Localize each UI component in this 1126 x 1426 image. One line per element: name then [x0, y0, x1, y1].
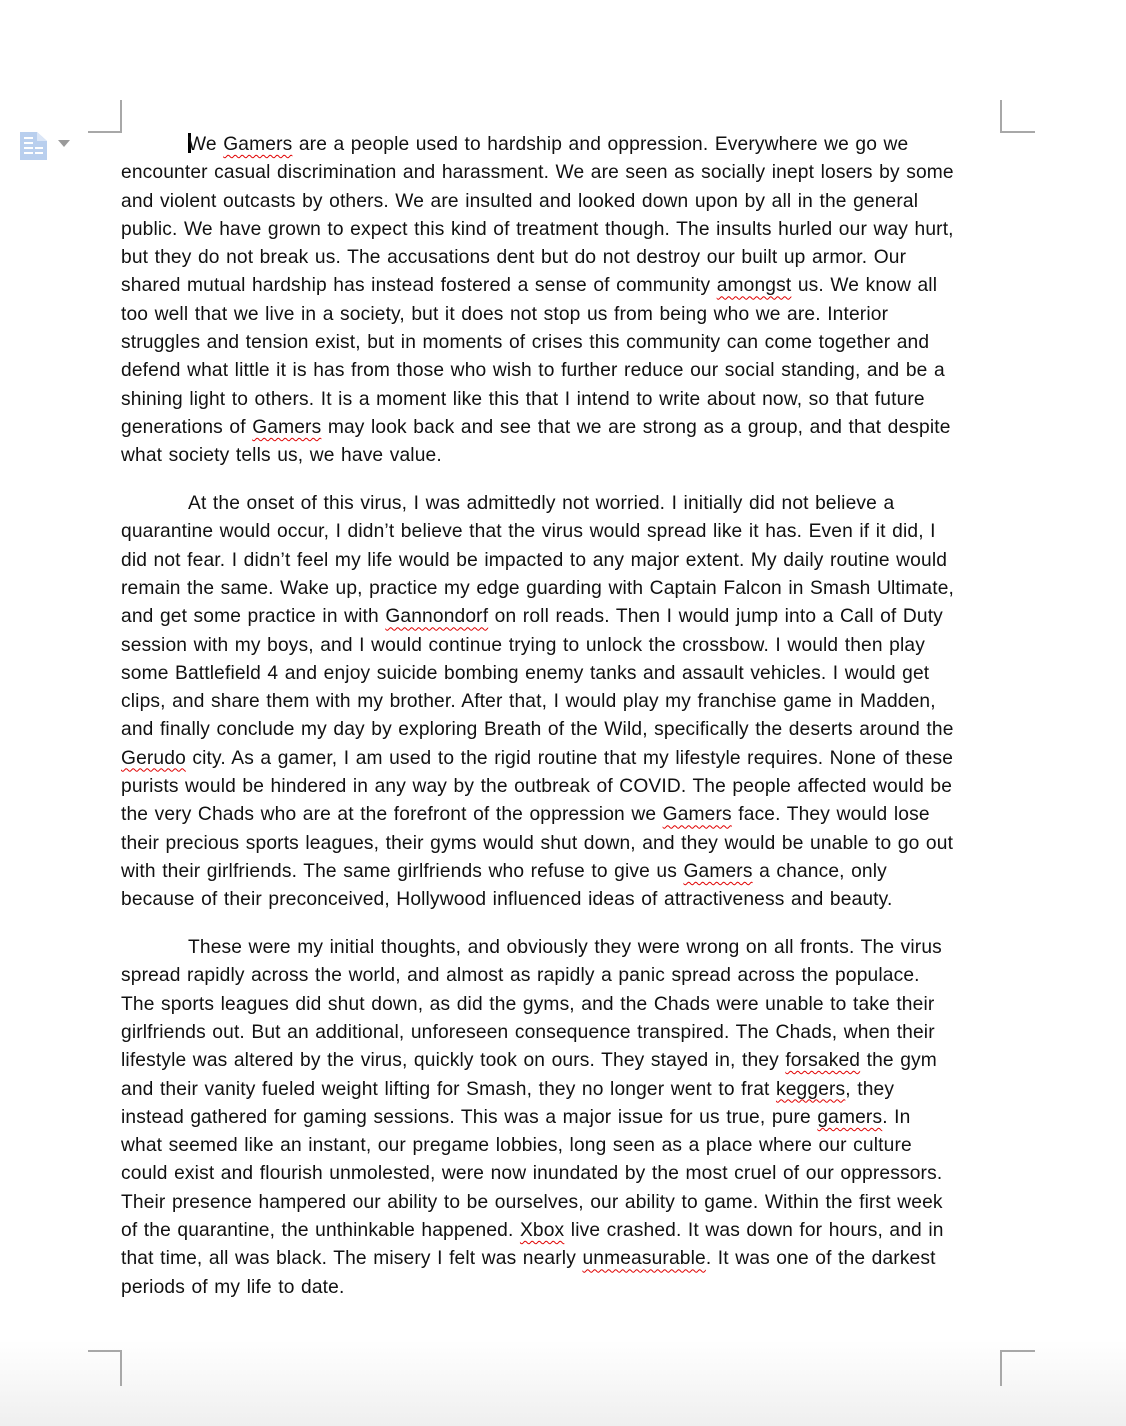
- text-line: [121, 272, 1001, 300]
- text-run: some Battlefield 4 and enjoy suicide bombing enemy tanks and assault vehicles. I would get: [121, 662, 930, 684]
- text-line: [121, 442, 1001, 470]
- text-line: [121, 1274, 1001, 1302]
- text-run: instead gathered for gaming sessions. This was a major issue for us true, pure: [121, 1106, 818, 1128]
- text-line: [121, 518, 1001, 546]
- text-line: [121, 490, 1001, 518]
- text-run: lifestyle was altered by the virus, quickly took on ours. They stayed in, they: [121, 1050, 786, 1072]
- text-run: and violent outcasts by others. We are insulted and looked down upon by all in the general: [121, 190, 919, 212]
- document-icon[interactable]: [20, 132, 47, 160]
- text-line: [121, 603, 1001, 631]
- misspelled-word[interactable]: gamers: [817, 1106, 883, 1128]
- text-run: of the quarantine, the unthinkable happened.: [121, 1219, 520, 1241]
- paragraph[interactable]: [121, 934, 1001, 1302]
- text-line: [121, 386, 1001, 414]
- text-line: [121, 244, 1001, 272]
- text-run: periods of my life to date.: [121, 1276, 345, 1298]
- text-run: quarantine would occur, I didn’t believe that the virus would spread like it has. Even if it did, I: [121, 521, 936, 543]
- text-line: [121, 414, 1001, 442]
- text-line: [121, 1076, 1001, 1104]
- text-run: the gym: [860, 1050, 937, 1072]
- paragraph[interactable]: [121, 490, 1001, 914]
- text-line: [121, 688, 1001, 716]
- text-line: [121, 801, 1001, 829]
- paragraph[interactable]: [121, 131, 1001, 471]
- text-run: on roll reads. Then I would jump into a Call of Duty: [488, 606, 943, 628]
- text-line: [121, 1160, 1001, 1188]
- misspelled-word[interactable]: Xbox: [519, 1219, 565, 1241]
- text-line: [121, 1047, 1001, 1075]
- text-run: public. We have grown to expect this kind of treatment though. The insults hurled our way hurt,: [121, 218, 954, 240]
- misspelled-word[interactable]: Gerudo: [121, 747, 186, 769]
- text-run: defend what little it is has from those who wish to further reduce our social standing, and be a: [121, 360, 945, 382]
- text-run: are a people used to hardship and oppression. Everywhere we go we: [292, 134, 909, 155]
- text-run: remain the same. Wake up, practice my edge guarding with Captain Falcon in Smash Ultimate,: [121, 577, 955, 599]
- crop-mark-bottom-left: [88, 1350, 122, 1386]
- text-line: [121, 773, 1001, 801]
- text-run: shining light to others. It is a moment like this that I intend to write about now, so that future: [121, 388, 925, 410]
- text-run: did not fear. I didn’t feel my life would be impacted to any major extent. My daily routine would: [121, 549, 948, 571]
- text-line: [121, 934, 1001, 962]
- text-run: and finally conclude my day by exploring Breath of the Wild, specifically the deserts around the: [121, 719, 954, 741]
- text-run: . It was one of the darkest: [705, 1248, 936, 1270]
- text-line: [121, 329, 1001, 357]
- text-run: a chance, only: [752, 860, 887, 882]
- text-run: what seemed like an instant, our pregame lobbies, long seen as a place where our culture: [121, 1135, 912, 1157]
- document-body[interactable]: [121, 131, 1001, 1321]
- text-run: may look back and see that we are strong as a group, and that despite: [321, 416, 951, 438]
- text-line: [121, 575, 1001, 603]
- misspelled-word[interactable]: forsaked: [785, 1050, 861, 1072]
- text-line: [121, 1104, 1001, 1132]
- text-run: The sports leagues did shut down, as did the gyms, and the Chads were unable to take their: [121, 993, 935, 1015]
- text-run: could exist and flourish unmolested, were now inundated by the most cruel of our oppressors.: [121, 1163, 943, 1185]
- crop-mark-bottom-right: [1000, 1350, 1035, 1386]
- text-run: and their vanity fueled weight lifting for Smash, they no longer went to frat: [121, 1078, 776, 1100]
- text-line: [121, 660, 1001, 688]
- text-line: [121, 632, 1001, 660]
- text-run: At the onset of this virus, I was admittedly not worried. I initially did not believe a: [188, 493, 895, 515]
- misspelled-word[interactable]: Gamers: [683, 860, 753, 882]
- text-line: [121, 886, 1001, 914]
- text-line: [121, 716, 1001, 744]
- text-line: [121, 547, 1001, 575]
- text-run: the very Chads who are at the forefront of the oppression we: [121, 804, 663, 826]
- text-run: girlfriends out. But an additional, unforeseen consequence transpired. The Chads, when their: [121, 1021, 935, 1043]
- text-run: city. As a gamer, I am used to the rigid routine that my lifestyle requires. None of these: [185, 747, 954, 769]
- text-run: Their presence hampered our ability to be ourselves, our ability to game. Within the first week: [121, 1191, 943, 1213]
- misspelled-word[interactable]: Gamers: [662, 804, 732, 826]
- text-line: [121, 301, 1001, 329]
- misspelled-word[interactable]: Gamers: [252, 416, 322, 438]
- text-run: clips, and share them with my brother. After that, I would play my franchise game in Madden,: [121, 691, 936, 713]
- text-line: [121, 991, 1001, 1019]
- misspelled-word[interactable]: Gannondorf: [385, 606, 489, 628]
- text-run: struggles and tension exist, but in moments of crises this community can come together and: [121, 332, 930, 354]
- text-run: We: [188, 134, 224, 155]
- misspelled-word[interactable]: keggers: [775, 1078, 846, 1100]
- text-run: and get some practice in with: [121, 606, 386, 628]
- text-line: [121, 1217, 1001, 1245]
- text-line: [121, 830, 1001, 858]
- text-run: generations of: [121, 416, 253, 438]
- text-line: [121, 216, 1001, 244]
- text-line: [121, 1189, 1001, 1217]
- text-run: shared mutual hardship has instead fostered a sense of community: [121, 275, 717, 297]
- text-run: us. We know all: [791, 275, 938, 297]
- text-run: because of their preconceived, Hollywood influenced ideas of attractiveness and beauty.: [121, 889, 893, 911]
- crop-mark-top-left: [88, 100, 122, 133]
- misspelled-word[interactable]: amongst: [716, 275, 792, 297]
- text-line: [121, 858, 1001, 886]
- text-run: too well that we live in a society, but it does not stop us from being who we are. Interior: [121, 303, 889, 325]
- text-line: [121, 1019, 1001, 1047]
- text-line: [121, 131, 1001, 159]
- text-line: [121, 1132, 1001, 1160]
- text-run: spread rapidly across the world, and almost as rapidly a panic spread across the populace.: [121, 965, 920, 987]
- text-run: These were my initial thoughts, and obviously they were wrong on all fronts. The virus: [188, 937, 942, 959]
- text-line: [121, 1245, 1001, 1273]
- text-run: what society tells us, we have value.: [121, 445, 442, 467]
- text-run: purists would be hindered in any way by the outbreak of COVID. The people affected would be: [121, 776, 953, 798]
- misspelled-word[interactable]: unmeasurable: [582, 1248, 706, 1270]
- text-run: but they do not break us. The accusations dent but do not destroy our built up armor. Our: [121, 247, 907, 269]
- crop-mark-top-right: [1000, 100, 1035, 133]
- text-run: . In: [882, 1106, 911, 1128]
- text-line: [121, 745, 1001, 773]
- text-run: with their girlfriends. The same girlfriends who refuse to give us: [121, 860, 684, 882]
- text-run: live crashed. It was down for hours, and in: [564, 1219, 944, 1241]
- text-line: [121, 188, 1001, 216]
- text-run: session with my boys, and I would continue trying to unlock the crossbow. I would then play: [121, 634, 925, 656]
- text-line: [121, 357, 1001, 385]
- text-run: face. They would lose: [731, 804, 930, 826]
- misspelled-word[interactable]: Gamers: [223, 134, 293, 155]
- text-run: , they: [845, 1078, 895, 1100]
- text-run: that time, all was black. The misery I felt was nearly: [121, 1248, 583, 1270]
- text-run: encounter casual discrimination and harassment. We are seen as socially inept losers by some: [121, 162, 954, 184]
- chevron-down-icon[interactable]: [58, 140, 70, 147]
- text-line: [121, 159, 1001, 187]
- text-run: their precious sports leagues, their gyms would shut down, and they would be unable to go out: [121, 832, 954, 854]
- text-line: [121, 962, 1001, 990]
